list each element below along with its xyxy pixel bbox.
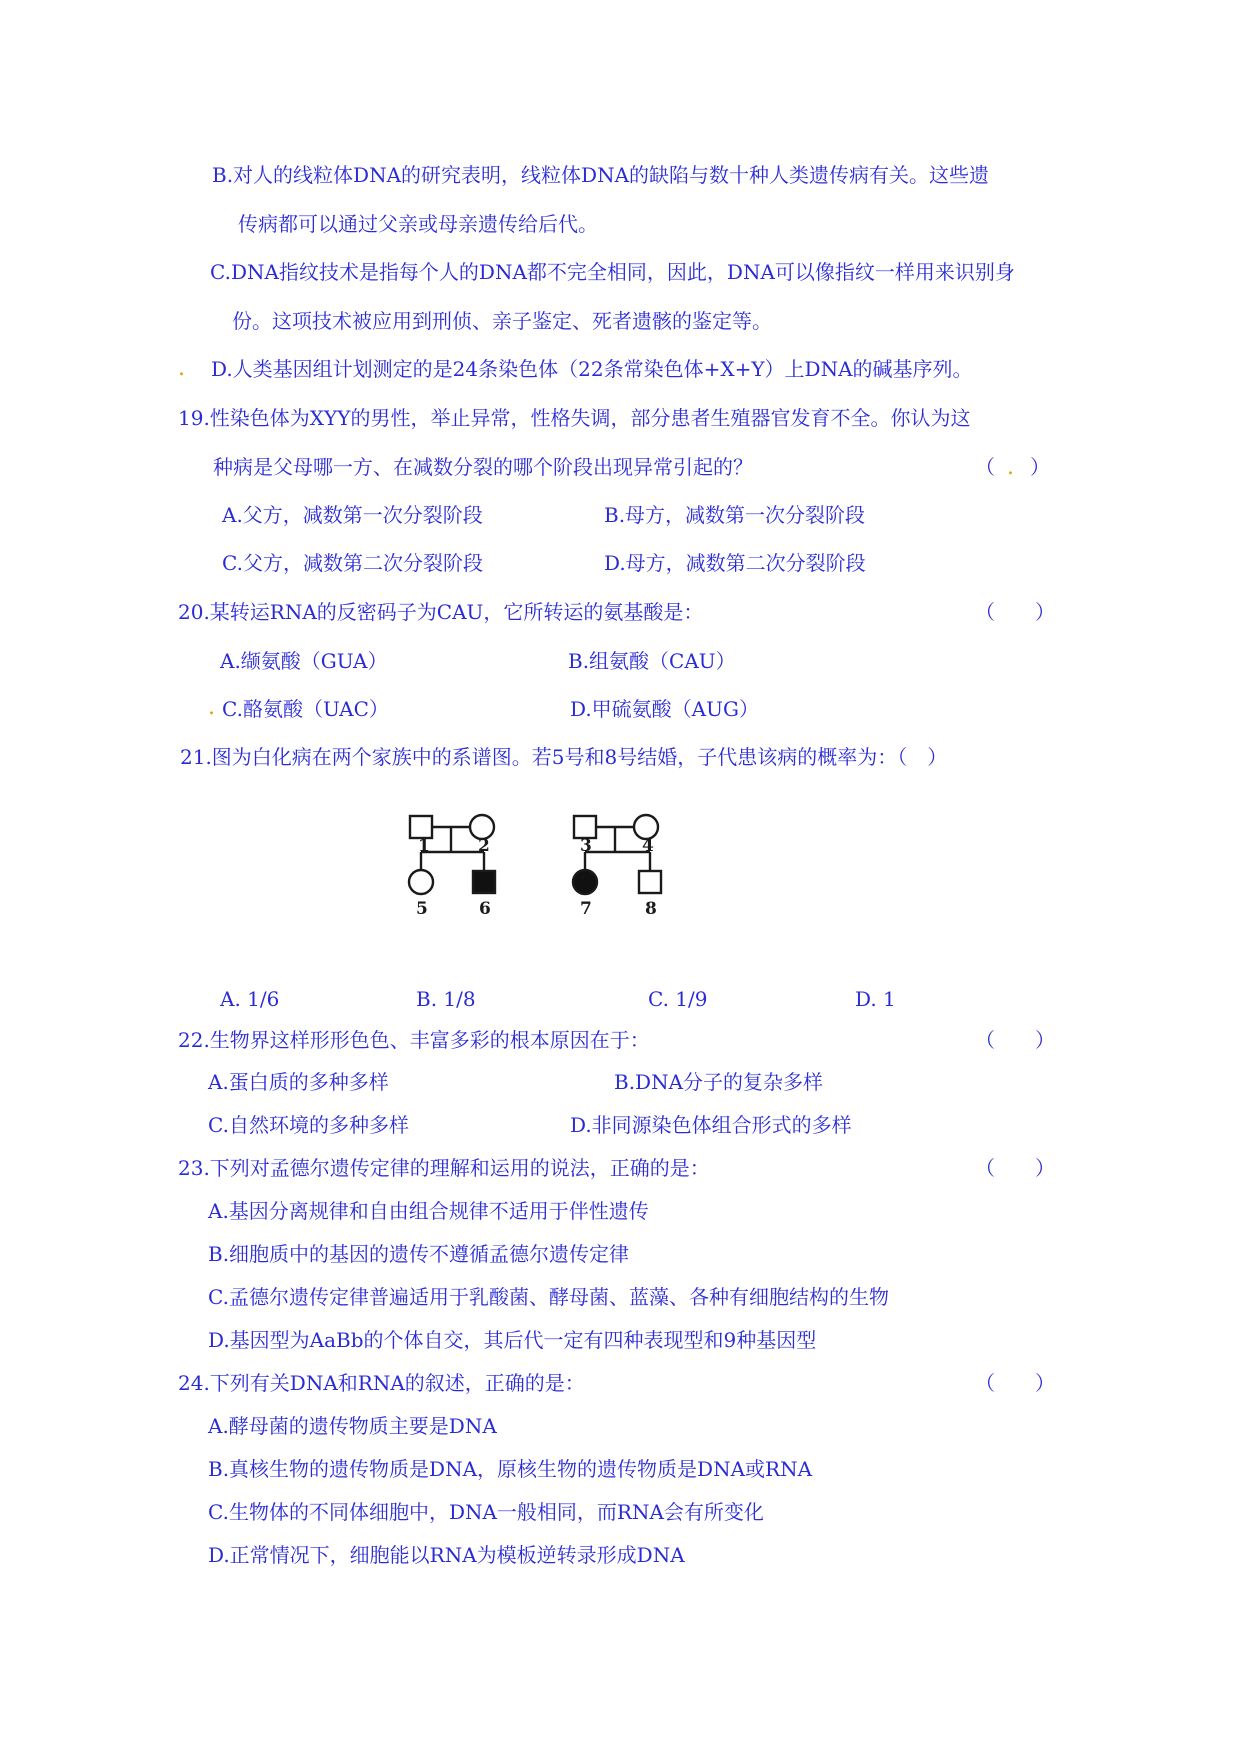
- q20-answer-paren: （ ）: [975, 600, 1055, 624]
- q19-answer-paren-open: （: [975, 455, 995, 479]
- q19-option-b: B.母方，减数第一次分裂阶段: [604, 503, 866, 527]
- q24-stem: 24.下列有关DNA和RNA的叙述，正确的是：: [178, 1371, 585, 1395]
- q21-option-c: C. 1/9: [648, 987, 708, 1011]
- q19-option-a: A.父方，减数第一次分裂阶段: [222, 503, 483, 527]
- q23-option-d: D.基因型为AaBb的个体自交，其后代一定有四种表现型和9种基因型: [208, 1328, 817, 1352]
- pedigree-male-1: [410, 816, 432, 838]
- pedigree-label-1: 1: [418, 836, 430, 856]
- q18-option-b-line1: B.对人的线粒体DNA的研究表明，线粒体DNA的缺陷与数十种人类遗传病有关。这些遗: [212, 163, 990, 187]
- q18-option-d: D.人类基因组计划测定的是24条染色体（22条常染色体+X+Y）上DNA的碱基序列。: [211, 357, 973, 381]
- q24-answer-paren: （ ）: [975, 1371, 1055, 1395]
- q21-option-d: D. 1: [855, 987, 896, 1011]
- q22-answer-paren: （ ）: [975, 1028, 1055, 1052]
- stray-mark: .: [208, 695, 215, 720]
- q22-stem: 22.生物界这样形形色色、丰富多彩的根本原因在于：: [178, 1028, 650, 1052]
- q21-stem: 21.图为白化病在两个家族中的系谱图。若5号和8号结婚，子代患该病的概率为：（ ）: [180, 745, 948, 769]
- q18-option-c-line1: C.DNA指纹技术是指每个人的DNA都不完全相同，因此，DNA可以像指纹一样用来识别身: [210, 260, 1015, 284]
- q22-option-a: A.蛋白质的多种多样: [208, 1070, 389, 1094]
- q21-option-a: A. 1/6: [220, 987, 280, 1011]
- q23-option-b: B.细胞质中的基因的遗传不遵循孟德尔遗传定律: [208, 1242, 630, 1266]
- pedigree-male-3: [574, 816, 596, 838]
- q23-answer-paren: （ ）: [975, 1156, 1055, 1180]
- pedigree-affected-male-6: [473, 871, 495, 893]
- q20-option-a: A.缬氨酸（GUA）: [220, 649, 388, 673]
- pedigree-affected-female-7: [573, 870, 597, 894]
- q20-stem: 20.某转运RNA的反密码子为CAU，它所转运的氨基酸是：: [178, 600, 704, 624]
- pedigree-female-5: [409, 870, 433, 894]
- q22-option-d: D.非同源染色体组合形式的多样: [570, 1113, 852, 1137]
- pedigree-label-4: 4: [642, 836, 654, 856]
- q19-answer-paren-close: ）: [1030, 455, 1050, 479]
- pedigree-label-8: 8: [645, 899, 657, 919]
- q19-option-c: C.父方，减数第二次分裂阶段: [222, 551, 483, 575]
- stray-mark: .: [178, 356, 185, 381]
- q22-option-b: B.DNA分子的复杂多样: [614, 1070, 824, 1094]
- pedigree-label-7: 7: [580, 899, 592, 919]
- q19-stem-line1: 19.性染色体为XYY的男性，举止异常，性格失调，部分患者生殖器官发育不全。你认为这: [178, 406, 971, 430]
- q18-option-c-line2: 份。这项技术被应用到刑侦、亲子鉴定、死者遗骸的鉴定等。: [232, 309, 772, 333]
- pedigree-male-8: [639, 871, 661, 893]
- pedigree-label-5: 5: [416, 899, 428, 919]
- q18-option-b-line2: 传病都可以通过父亲或母亲遗传给后代。: [238, 212, 598, 236]
- q21-option-b: B. 1/8: [416, 987, 476, 1011]
- q22-option-c: C.自然环境的多种多样: [208, 1113, 409, 1137]
- q20-option-b: B.组氨酸（CAU）: [568, 649, 736, 673]
- q23-stem: 23.下列对孟德尔遗传定律的理解和运用的说法，正确的是：: [178, 1156, 710, 1180]
- pedigree-label-3: 3: [580, 836, 592, 856]
- q24-option-a: A.酵母菌的遗传物质主要是DNA: [208, 1414, 497, 1438]
- q24-option-d: D.正常情况下，细胞能以RNA为模板逆转录形成DNA: [208, 1543, 685, 1567]
- q20-option-c: C.酪氨酸（UAC）: [222, 697, 389, 721]
- pedigree-label-6: 6: [479, 899, 491, 919]
- q24-option-b: B.真核生物的遗传物质是DNA，原核生物的遗传物质是DNA或RNA: [208, 1457, 813, 1481]
- q20-option-d: D.甲硫氨酸（AUG）: [570, 697, 759, 721]
- q23-option-a: A.基因分离规律和自由组合规律不适用于伴性遗传: [208, 1199, 649, 1223]
- pedigree-diagram: [400, 810, 700, 930]
- q19-option-d: D.母方，减数第二次分裂阶段: [604, 551, 866, 575]
- pedigree-label-2: 2: [478, 836, 490, 856]
- q19-stem-line2: 种病是父母哪一方、在减数分裂的哪个阶段出现异常引起的？: [213, 455, 753, 479]
- stray-mark: .: [1007, 455, 1014, 480]
- q23-option-c: C.孟德尔遗传定律普遍适用于乳酸菌、酵母菌、蓝藻、各种有细胞结构的生物: [208, 1285, 889, 1309]
- q24-option-c: C.生物体的不同体细胞中，DNA一般相同，而RNA会有所变化: [208, 1500, 764, 1524]
